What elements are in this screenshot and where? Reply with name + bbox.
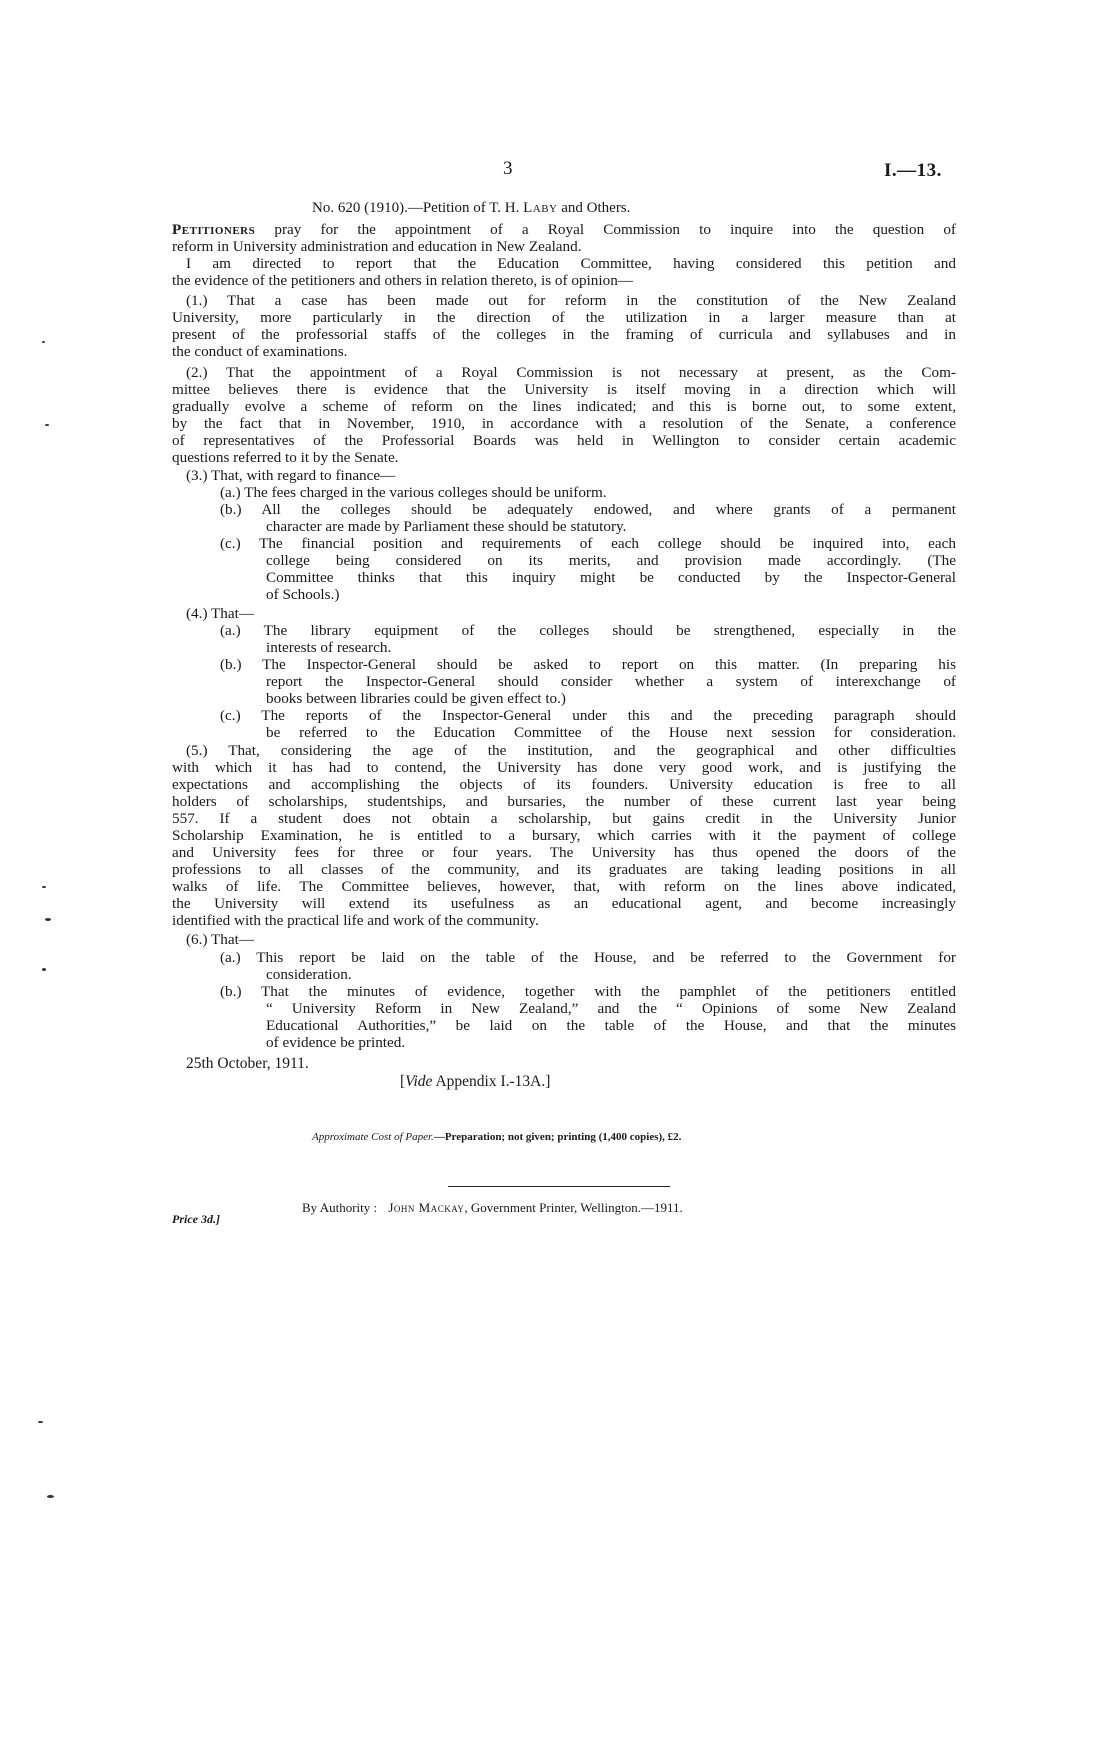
para3-b-line-2: character are made by Parliament these should be statutory. bbox=[266, 518, 627, 535]
cost-note-label: Approximate Cost of Paper. bbox=[312, 1131, 434, 1143]
para5-line-5: 557. If a student does not obtain a scholarship, but gains credit in the University Junior bbox=[172, 810, 956, 827]
petitioner-name: Laby bbox=[523, 200, 558, 216]
para2-line-1: (2.) That the appointment of a Royal Commission is not necessary at present, as the Com- bbox=[186, 364, 956, 381]
para4-b-line-1: (b.) The Inspector-General should be asked to report on this matter. (In preparing his bbox=[220, 656, 956, 673]
scan-speck bbox=[45, 424, 49, 426]
page-number: 3 bbox=[503, 158, 513, 179]
appendix-reference bbox=[400, 1073, 550, 1091]
para3-a-line-1: (a.) The fees charged in the various colleges should be uniform. bbox=[220, 484, 607, 501]
para6-b-line-2: “ University Reform in New Zealand,” and the “ Opinions of some New Zealand bbox=[266, 1000, 956, 1017]
para5-line-8: professions to all classes of the community, and its graduates are taking leading positions in all bbox=[172, 861, 956, 878]
para4-a-line-2: interests of research. bbox=[266, 639, 392, 656]
report-date: 25th October, 1911. bbox=[186, 1055, 309, 1072]
printer-name: John Mackay bbox=[388, 1200, 465, 1215]
para1-line-2: University, more particularly in the direction of the utilization in a larger measure than at bbox=[172, 309, 956, 326]
scan-speck bbox=[42, 886, 46, 888]
para6-a-line-2: consideration. bbox=[266, 966, 352, 983]
price: Price 3d.] bbox=[172, 1212, 220, 1226]
para3-heading: (3.) That, with regard to finance— bbox=[186, 467, 396, 484]
scan-speck bbox=[42, 968, 46, 971]
imprint-rest: , Government Printer, Wellington.—1911. bbox=[464, 1200, 683, 1215]
para1-line-3: present of the professorial staffs of the colleges in the framing of curricula and syllabuses and in bbox=[172, 326, 956, 343]
imprint bbox=[302, 1200, 683, 1216]
scan-speck bbox=[42, 341, 45, 343]
scan-speck bbox=[45, 918, 51, 921]
cost-note bbox=[312, 1131, 681, 1143]
appendix-text: Appendix I.-13A.] bbox=[432, 1073, 551, 1090]
para5-line-10: the University will extend its usefulness as an educational agent, and become increasingly bbox=[172, 895, 956, 912]
scan-speck bbox=[47, 1495, 54, 1498]
petitioners-word: Petitioners bbox=[172, 221, 256, 238]
para6-b-line-3: Educational Authorities,” be laid on the table of the House, and that the minutes bbox=[266, 1017, 956, 1034]
para4-c-line-2: be referred to the Education Committee of the House next session for consideration. bbox=[266, 724, 956, 741]
para4-b-line-2: report the Inspector-General should consider whether a system of interexchange of bbox=[266, 673, 956, 690]
intro-line-1 bbox=[172, 221, 956, 239]
para3-c-line-1: (c.) The financial position and requirements of each college should be inquired into, each bbox=[220, 535, 956, 552]
para5-line-1: (5.) That, considering the age of the institution, and the geographical and other difficulties bbox=[186, 742, 956, 759]
para5-line-11: identified with the practical life and work of the community. bbox=[172, 912, 539, 929]
imprint-by-authority: By Authority : bbox=[302, 1200, 378, 1215]
para5-line-2: with which it has had to contend, the University has done very good work, and is justifying the bbox=[172, 759, 956, 776]
cost-note-text: —Preparation; not given; printing (1,400 copies), £2. bbox=[433, 1131, 682, 1143]
para2-line-6: questions referred to it by the Senate. bbox=[172, 449, 399, 466]
scan-speck bbox=[38, 1421, 43, 1423]
appendix-vide: Vide bbox=[405, 1073, 433, 1090]
para3-c-line-4: of Schools.) bbox=[266, 586, 340, 603]
title-prefix: No. 620 (1910).—Petition of T. H. bbox=[312, 200, 524, 216]
para2-line-3: gradually evolve a scheme of reform on the lines indicated; and this is borne out, to some extent, bbox=[172, 398, 956, 415]
para3-b-line-1: (b.) All the colleges should be adequately endowed, and where grants of a permanent bbox=[220, 501, 956, 518]
para2-line-5: of representatives of the Professorial Boards was held in Wellington to consider certain academic bbox=[172, 432, 956, 449]
para6-b-line-4: of evidence be printed. bbox=[266, 1034, 406, 1051]
para1-line-1: (1.) That a case has been made out for reform in the constitution of the New Zealand bbox=[186, 292, 956, 309]
para5-line-7: and University fees for three or four years. The University has thus opened the doors of the bbox=[172, 844, 956, 861]
para2-line-2: mittee believes there is evidence that the University is itself moving in a direction which will bbox=[172, 381, 956, 398]
petition-title bbox=[312, 200, 630, 217]
para5-line-3: expectations and accomplishing the objects of its founders. University education is free to all bbox=[172, 776, 956, 793]
para3-c-line-2: college being considered on its merits, and provision made accordingly. (The bbox=[266, 552, 956, 569]
intro-line-3: I am directed to report that the Education Committee, having considered this petition and bbox=[186, 255, 956, 272]
intro-line-2: reform in University administration and education in New Zealand. bbox=[172, 238, 582, 255]
para1-line-4: the conduct of examinations. bbox=[172, 343, 348, 360]
intro-line-1-text: pray for the appointment of a Royal Commission to inquire into the question of bbox=[255, 221, 956, 238]
title-suffix: and Others. bbox=[557, 200, 631, 216]
para5-line-4: holders of scholarships, studentships, and bursaries, the number of these current last year being bbox=[172, 793, 956, 810]
para6-b-line-1: (b.) That the minutes of evidence, together with the pamphlet of the petitioners entitled bbox=[220, 983, 956, 1000]
para5-line-9: walks of life. The Committee believes, however, that, with reform on the lines above indicated, bbox=[172, 878, 956, 895]
para6-heading: (6.) That— bbox=[186, 931, 255, 948]
para4-a-line-1: (a.) The library equipment of the colleges should be strengthened, especially in the bbox=[220, 622, 956, 639]
para2-line-4: by the fact that in November, 1910, in accordance with a resolution of the Senate, a conference bbox=[172, 415, 956, 432]
para3-c-line-3: Committee thinks that this inquiry might be conducted by the Inspector-General bbox=[266, 569, 956, 586]
imprint-rule bbox=[448, 1186, 670, 1187]
para5-line-6: Scholarship Examination, he is entitled to a bursary, which carries with it the payment of college bbox=[172, 827, 956, 844]
intro-line-4: the evidence of the petitioners and others in relation thereto, is of opinion— bbox=[172, 272, 633, 289]
paper-reference: I.—13. bbox=[884, 160, 942, 181]
para4-b-line-3: books between libraries could be given effect to.) bbox=[266, 690, 566, 707]
para6-a-line-1: (a.) This report be laid on the table of the House, and be referred to the Government for bbox=[220, 949, 956, 966]
para4-heading: (4.) That— bbox=[186, 605, 255, 622]
appendix-open-bracket: [ bbox=[400, 1073, 406, 1090]
para4-c-line-1: (c.) The reports of the Inspector-General under this and the preceding paragraph should bbox=[220, 707, 956, 724]
